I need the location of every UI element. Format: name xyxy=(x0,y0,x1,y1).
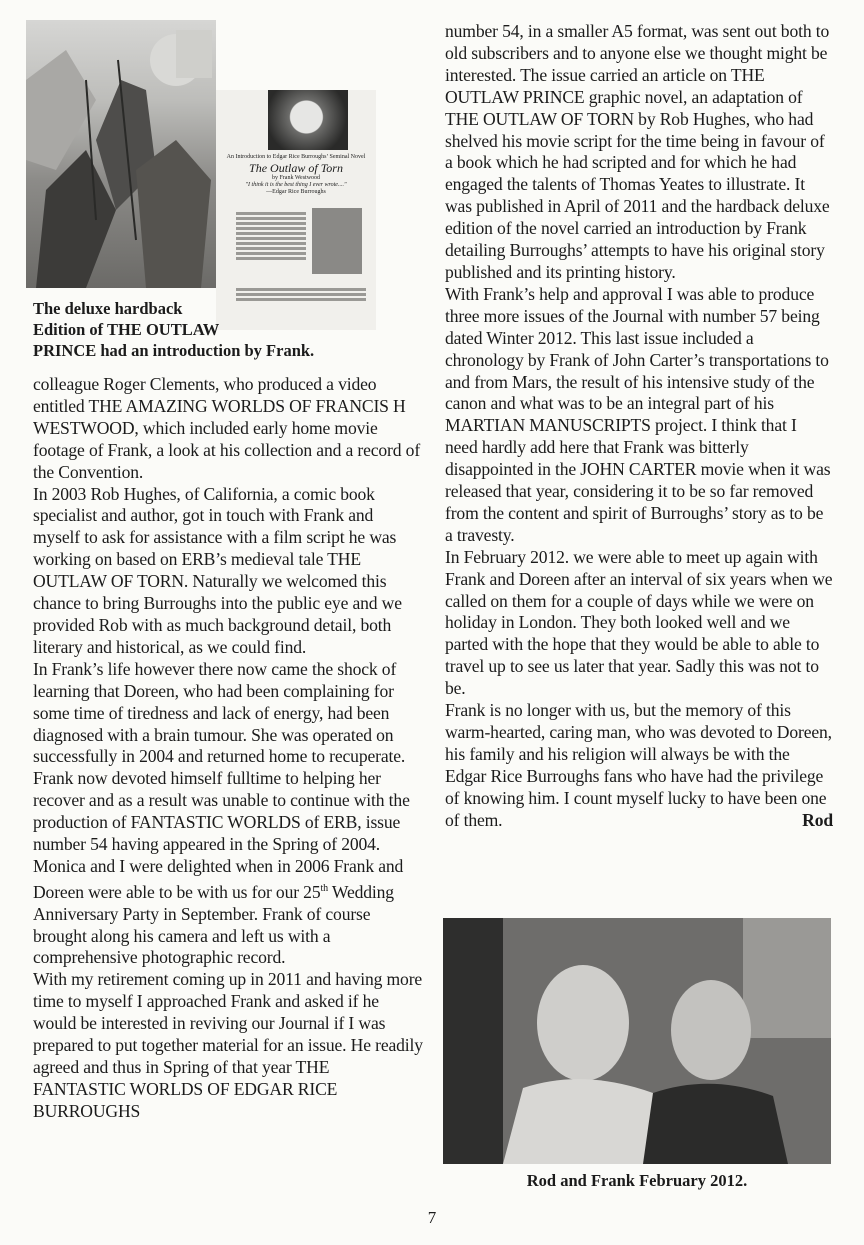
introduction-page-image xyxy=(216,90,376,330)
closing-text: Frank is no longer with us, but the memory of this warm-hearted, caring man, who was devoted to Doreen, his family and his religion will always be with the Edgar Rice Burroughs fans who have had the privilege of knowing him. I count myself lucky to have been one of them. xyxy=(445,700,832,830)
anniversary-text-end: Wedding Anniversary Party in September. Frank of course brought along his camera and left us with a comprehensive photographic record. xyxy=(33,881,394,968)
book-page-quote: "I think it is the best thing I ever wrote...." xyxy=(245,182,347,188)
book-page-text-block xyxy=(236,210,306,262)
paragraph-roger-clements: colleague Roger Clements, who produced a video entitled THE AMAZING WORLDS OF FRANCIS H WESTWOOD, which included early home movie footage of Frank, a look at his collection and a record of the Convention. xyxy=(33,374,421,482)
image-caption-line-2: Edition of THE OUTLAW xyxy=(33,320,220,339)
signature: Rod xyxy=(802,809,833,830)
two-men-portrait xyxy=(443,918,831,1164)
photo-caption: Rod and Frank February 2012. xyxy=(526,1171,748,1190)
paragraph-doreen-illness: In Frank’s life however there now came the shock of learning that Doreen, who had been complaining for some time of tiredness and lack of energy, had been diagnosed with a brain tumour. She was operated on successfully in 2004 and returned home to recuperate. Frank now devoted himself fulltime to helping her recover and as a result was unable to continue with the production of FANTASTIC WORLDS of ERB, issue number 54 having appeared in the Spring of 2004. xyxy=(33,658,410,855)
paragraph-journal-54: number 54, in a smaller A5 format, was sent out both to old subscribers and to anyone else we thought might be interested. The issue carried an article on THE OUTLAW PRINCE graphic novel, an adaptation of THE OUTLAW OF TORN by Rob Hughes, who had shelved his movie script for the time being in favour of a book which he had scripted and for which he had engaged the talents of Thomas Yeates to illustrate. It was published in April of 2011 and the hardback deluxe edition of the novel carried an introduction by Frank detailing Burroughs’ attempts to have his original story published and its printing history. xyxy=(445,21,830,282)
outlaw-prince-cover-painting xyxy=(26,20,216,288)
paragraph-rob-hughes: In 2003 Rob Hughes, of California, a comic book specialist and author, got in touch with Frank and myself to ask for assistance with a film script he was working on based on ERB’s medieval tale THE OUTLAW OF TORN. Naturally we welcomed this chance to bring Burroughs into the public eye and we provided Rob with as much background detail, both literary and historical, as we could find. xyxy=(33,483,402,657)
book-page-title: The Outlaw of Torn xyxy=(249,161,343,175)
image-caption-line-1: The deluxe hardback xyxy=(33,299,183,318)
author-portrait xyxy=(268,90,348,150)
paragraph-february-2012: In February 2012. we were able to meet up again with Frank and Doreen after an interval of six years when we called on them for a couple of days while we were on holiday in London. They both looked well and we parted with the hope that they would be able to able to travel up to see us later that year. Sadly this was not to be. xyxy=(445,546,833,699)
book-page-byline: by Frank Westwood xyxy=(271,175,321,181)
image-caption xyxy=(33,298,363,361)
book-page-figure xyxy=(312,208,362,274)
paragraph-anniversary xyxy=(33,856,423,969)
anniversary-text-start: Monica and I were delighted when in 2006 Frank and Doreen were able to be with us for our 25 xyxy=(33,855,404,902)
image-caption-line-3: PRINCE had an introduction by Frank. xyxy=(33,341,315,360)
ordinal-suffix: th xyxy=(320,882,328,894)
page-number: 7 xyxy=(427,1208,437,1227)
rod-and-frank-photo xyxy=(443,918,831,1164)
book-page-intro: An Introduction to Edgar Rice Burroughs’ Seminal Novel xyxy=(226,154,366,160)
right-column xyxy=(445,21,833,832)
paragraph-three-issues: With Frank’s help and approval I was able to produce three more issues of the Journal with number 57 being dated Winter 2012. This last issue included a chronology by Frank of John Carter’s transportations to and from Mars, the result of his intensive study of the canon and what was to be an integral part of his MARTIAN MANUSCRIPTS project. I think that I need hardly add here that Frank was bitterly disappointed in the JOHN CARTER movie when it was released that year, considering it to be so far removed from the content and spirit of Burroughs’ story as to be a travesty. xyxy=(445,283,831,545)
knights-illustration xyxy=(26,20,216,288)
paragraph-retirement: With my retirement coming up in 2011 and having more time to myself I approached Frank and asked if he would be interested in reviving our Journal if I was prepared to put together material for an issue. He readily agreed and thus in Spring of that year THE FANTASTIC WORLDS OF EDGAR RICE BURROUGHS xyxy=(33,969,423,1121)
left-column xyxy=(33,374,423,1123)
book-page-quote-author: —Edgar Rice Burroughs xyxy=(266,189,326,195)
paragraph-closing xyxy=(445,700,833,831)
book-montage-image xyxy=(26,20,374,310)
